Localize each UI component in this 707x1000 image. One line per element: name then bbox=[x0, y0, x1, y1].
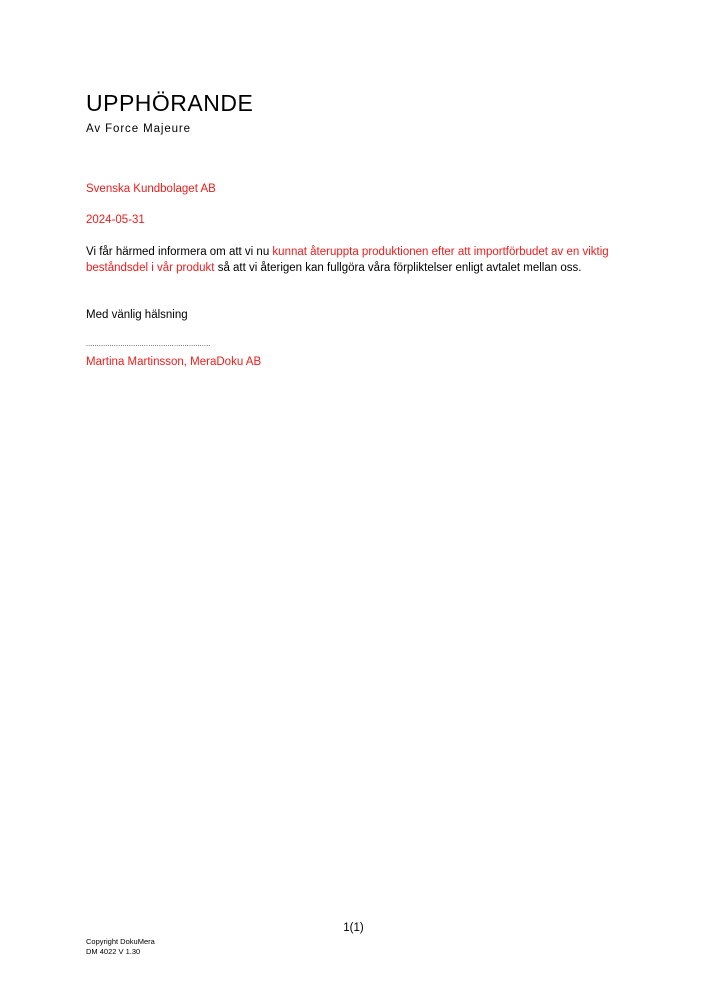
body-text-highlight: kunnat återuppta produktionen efter att importförbudet av en viktig beståndsdel i vår produkt bbox=[86, 246, 609, 274]
document-date: 2024-05-31 bbox=[86, 214, 145, 226]
page-number: 1(1) bbox=[343, 922, 364, 934]
footer bbox=[86, 937, 155, 957]
signer-name: Martina Martinsson, MeraDoku AB bbox=[86, 356, 262, 368]
signature-line: .......................................................... bbox=[86, 341, 211, 348]
footer-copyright: Copyright DokuMera bbox=[86, 937, 155, 946]
footer-version: DM 4022 V 1.30 bbox=[86, 947, 141, 956]
recipient-name: Svenska Kundbolaget AB bbox=[86, 183, 216, 195]
body-text-part3: så att vi återigen kan fullgöra våra förpliktelser enligt avtalet mellan oss. bbox=[214, 262, 582, 274]
document-title: UPPHÖRANDE bbox=[86, 90, 254, 116]
document-subtitle: Av Force Majeure bbox=[86, 123, 191, 135]
body-text-part1: Vi får härmed informera om att vi nu bbox=[86, 246, 273, 258]
body-paragraph bbox=[86, 244, 626, 276]
closing-greeting: Med vänlig hälsning bbox=[86, 309, 188, 321]
